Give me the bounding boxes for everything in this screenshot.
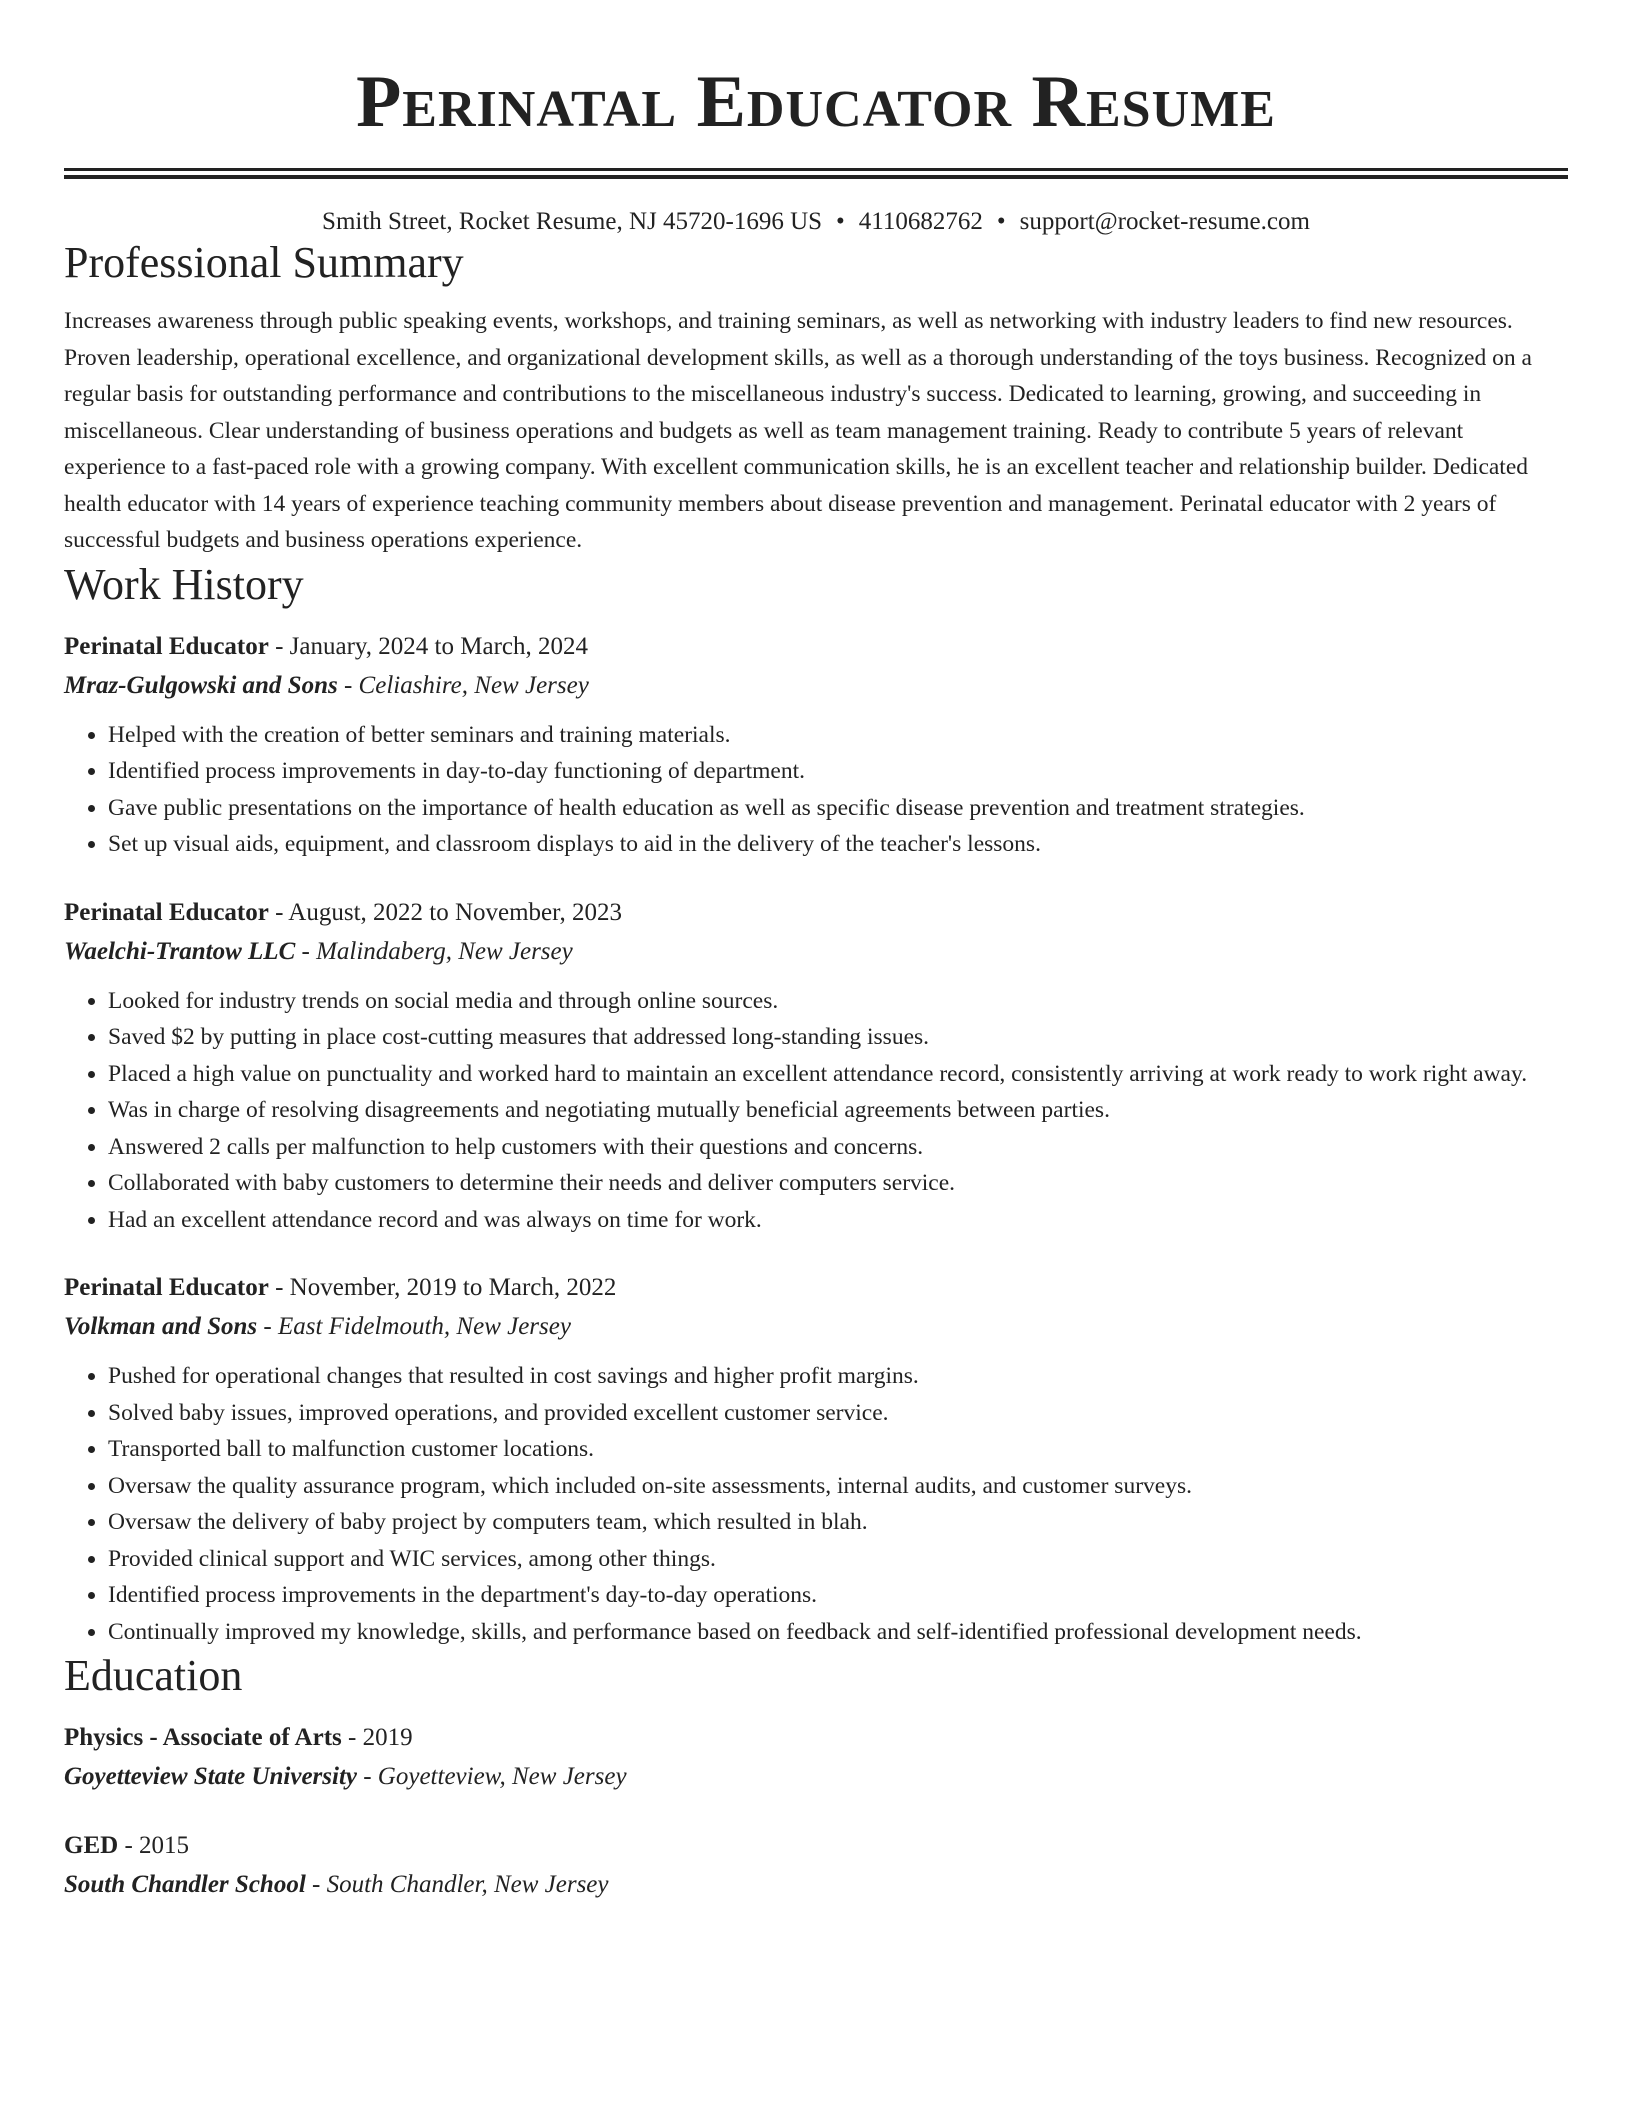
contact-separator: • [996,208,1006,235]
job-bullet: • Pushed for operational changes that resulted in cost savings and higher profit margins. [108,1358,1568,1395]
summary-heading: Professional Summary [64,238,464,287]
job-bullet: • Oversaw the delivery of baby project by computers team, which resulted in blah. [108,1504,1568,1541]
summary-text: Increases awareness through public speaking events, workshops, and training seminars, as well as networking with industry leaders to find new resources. Proven leadership, operational excellence, and organizational development skills, as well as a thorough understanding of the toys business. Recognized on a regular basis for outstanding performance and contributions to the miscellaneous industry's success. Dedicated to learning, growing, and succeeding in miscellaneous. Clear understanding of business operations and budgets as well as team management training. Ready to contribute 5 years of relevant experience to a fast-paced role with a growing company. With excellent communication skills, he is an excellent teacher and relationship builder. Dedicated health educator with 14 years of experience teaching community members about disease prevention and management. Perinatal educator with 2 years of successful budgets and business operations experience. [64,308,1532,553]
education-heading: Education [64,1651,243,1700]
resume-title: Perinatal Educator Resume [356,61,1276,143]
job-entry [64,627,1568,863]
job-bullet: • Gave public presentations on the importance of health education as well as specific disease prevention and treatment strategies. [108,790,1568,827]
education-school: Goyetteview State University [64,1763,357,1790]
job-title: Perinatal Educator [64,632,269,660]
job-company-line [64,667,1568,705]
job-bullet: • Helped with the creation of better seminars and training materials. [108,717,1568,754]
contact-line [64,207,1568,237]
job-bullet: • Oversaw the quality assurance program, which included on-site assessments, internal audits, and customer surveys. [108,1468,1568,1505]
education-entry [64,1826,1568,1904]
contact-address: Smith Street, Rocket Resume, NJ 45720-1696 US [322,208,823,235]
job-entry [64,1268,1568,1650]
job-company-line [64,933,1568,971]
job-dates: - November, 2019 to March, 2022 [268,1274,617,1301]
job-title-line [64,627,1568,667]
job-bullet: • Placed a high value on punctuality and worked hard to maintain an excellent attendance record, consistently arriving at work ready to work right away. [108,1056,1568,1093]
job-bullet: • Provided clinical support and WIC services, among other things. [108,1541,1568,1578]
job-bullet: • Collaborated with baby customers to determine their needs and deliver computers service. [108,1165,1568,1202]
education-degree-line [64,1718,1568,1758]
education-degree: GED [64,1832,119,1859]
title-divider [64,168,1568,179]
job-bullet: • Continually improved my knowledge, skills, and performance based on feedback and self-identified professional development needs. [108,1614,1568,1651]
job-bullet: • Transported ball to malfunction customer locations. [108,1431,1568,1468]
job-bullet: • Was in charge of resolving disagreements and negotiating mutually beneficial agreements between parties. [108,1092,1568,1129]
education-school: South Chandler School [64,1871,306,1898]
education-school-line [64,1866,1568,1904]
education-entry [64,1718,1568,1796]
job-bullet: • Had an excellent attendance record and was always on time for work. [108,1202,1568,1239]
contact-email: support@rocket-resume.com [1019,208,1310,235]
job-bullet: • Looked for industry trends on social media and through online sources. [108,983,1568,1020]
job-location: - Celiashire, New Jersey [337,671,589,699]
job-title-line [64,1268,1568,1308]
job-location: - East Fidelmouth, New Jersey [257,1313,571,1340]
work-history-heading: Work History [64,559,304,609]
job-company: Mraz-Gulgowski and Sons [64,671,338,699]
job-bullet: • Saved $2 by putting in place cost-cutting measures that addressed long-standing issues. [108,1019,1568,1056]
job-bullet: • Answered 2 calls per malfunction to help customers with their questions and concerns. [108,1129,1568,1166]
education-location: - Goyetteview, New Jersey [356,1763,627,1790]
education-location: - South Chandler, New Jersey [305,1871,609,1898]
education-year: - 2015 [118,1832,190,1859]
job-company-line [64,1308,1568,1346]
job-title-line [64,893,1568,933]
education-year: - 2019 [341,1724,413,1751]
job-bullet: • Identified process improvements in day-to-day functioning of department. [108,753,1568,790]
contact-phone: 4110682762 [858,208,983,235]
job-dates: - January, 2024 to March, 2024 [268,632,588,660]
job-bullets [64,717,1568,863]
education-degree-line [64,1826,1568,1866]
job-location: - Malindaberg, New Jersey [295,937,573,965]
contact-separator: • [836,208,845,235]
job-entry [64,893,1568,1239]
job-bullet: • Set up visual aids, equipment, and classroom displays to aid in the delivery of the teacher's lessons. [108,826,1568,863]
job-title: Perinatal Educator [64,1274,269,1301]
education-degree: Physics - Associate of Arts [64,1724,342,1751]
job-bullets [64,983,1568,1239]
education-school-line [64,1758,1568,1796]
job-company: Volkman and Sons [64,1313,258,1340]
job-dates: - August, 2022 to November, 2023 [268,898,622,926]
job-company: Waelchi-Trantow LLC [64,937,296,965]
job-bullets [64,1358,1568,1650]
job-bullet: • Solved baby issues, improved operations, and provided excellent customer service. [108,1395,1568,1432]
job-bullet: • Identified process improvements in the department's day-to-day operations. [108,1577,1568,1614]
job-title: Perinatal Educator [64,898,269,926]
